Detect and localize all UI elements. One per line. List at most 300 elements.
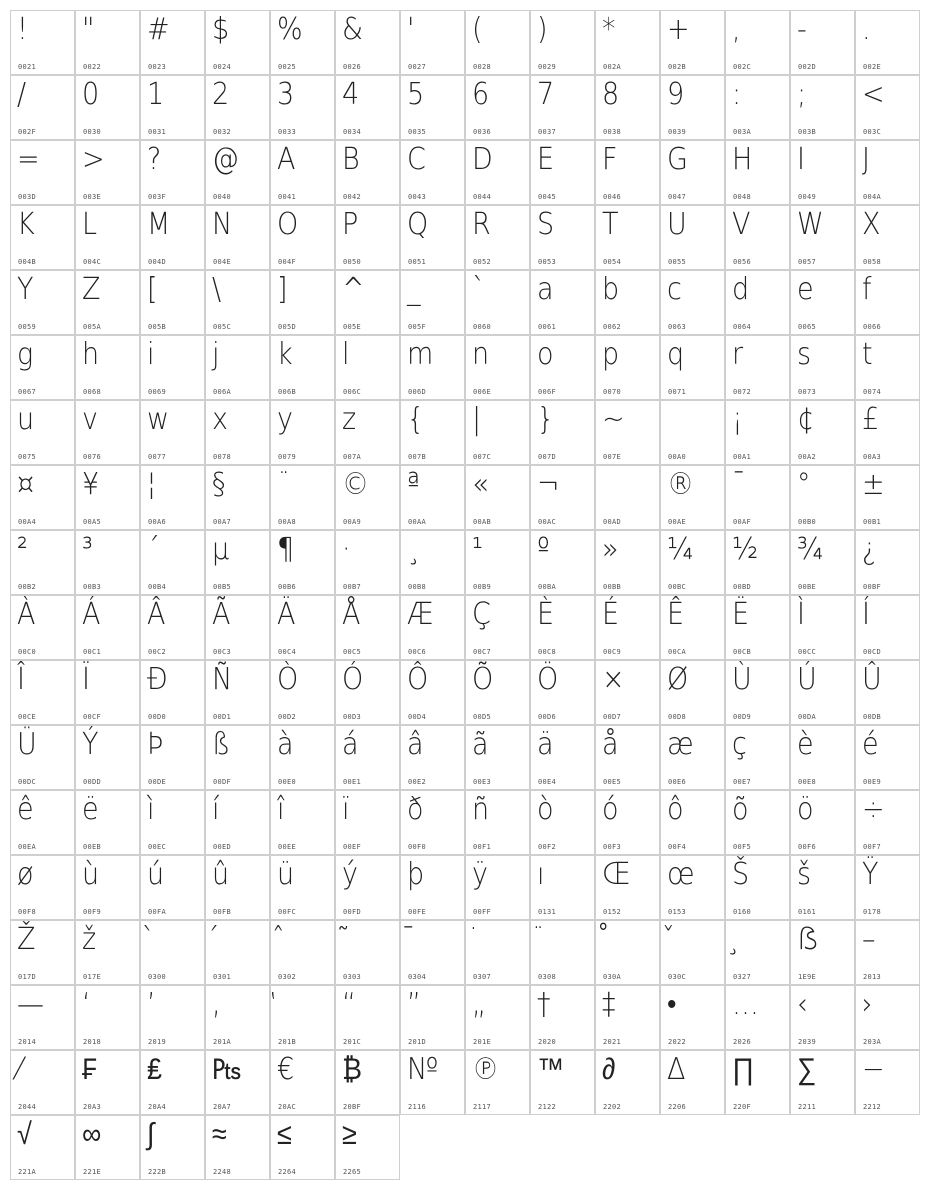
glyph-char: ¬ (537, 467, 560, 502)
glyph-char: Æ (407, 597, 434, 632)
glyph-cell (335, 1115, 400, 1180)
glyph-cell (595, 920, 660, 985)
glyph-code: 0057 (798, 258, 817, 266)
glyph-cell (10, 855, 75, 920)
glyph-code: 201B (278, 1038, 297, 1046)
glyph-cell (465, 790, 530, 855)
glyph-code: 00CC (798, 648, 817, 656)
glyph-cell (75, 985, 140, 1050)
glyph-code: 0068 (83, 388, 102, 396)
glyph-char: ¾ (797, 532, 824, 567)
glyph-char: ñ (472, 792, 490, 827)
glyph-char: – (862, 922, 876, 957)
glyph-char: ô (667, 792, 684, 827)
glyph-code: 0078 (213, 453, 232, 461)
glyph-char: 2 (212, 77, 230, 112)
glyph-char: * (602, 12, 616, 47)
glyph-code: 007C (473, 453, 492, 461)
glyph-char: ‛ (277, 987, 286, 1022)
glyph-char: þ (407, 857, 425, 892)
glyph-char: É (602, 597, 620, 632)
glyph-cell (530, 10, 595, 75)
glyph-char: º (537, 532, 550, 567)
glyph-code: 2039 (798, 1038, 817, 1046)
glyph-cell (530, 465, 595, 530)
glyph-char: Í (862, 597, 870, 632)
glyph-code: 003B (798, 128, 817, 136)
glyph-cell (10, 1115, 75, 1180)
glyph-char: Þ (147, 727, 164, 762)
glyph-cell (465, 335, 530, 400)
glyph-char: Ù (732, 662, 752, 697)
glyph-code: 0059 (18, 323, 37, 331)
glyph-cell (855, 855, 920, 920)
glyph-char: Š (732, 857, 750, 892)
glyph-code: 00AD (603, 518, 622, 526)
glyph-char: ! (17, 12, 28, 47)
glyph-cell (270, 985, 335, 1050)
glyph-char: P (342, 207, 359, 242)
glyph-cell (465, 205, 530, 270)
glyph-code: 00AF (733, 518, 752, 526)
glyph-code: 0308 (538, 973, 557, 981)
glyph-char: - (797, 12, 807, 47)
glyph-char: / (17, 77, 27, 112)
glyph-cell (530, 75, 595, 140)
glyph-cell (140, 75, 205, 140)
glyph-char: Ó (342, 662, 364, 697)
glyph-code: 00DC (18, 778, 37, 786)
glyph-cell (855, 725, 920, 790)
glyph-cell (75, 10, 140, 75)
glyph-char: , (732, 12, 741, 47)
glyph-code: 00F6 (798, 843, 817, 851)
glyph-char: R (472, 207, 491, 242)
glyph-code: 00E9 (863, 778, 882, 786)
glyph-char: Z (82, 272, 101, 307)
glyph-code: 00BB (603, 583, 622, 591)
glyph-cell (140, 530, 205, 595)
glyph-cell (465, 1050, 530, 1115)
glyph-cell (400, 140, 465, 205)
glyph-code: 0131 (538, 908, 557, 916)
glyph-cell (530, 1050, 595, 1115)
glyph-code: 2248 (213, 1168, 232, 1176)
glyph-char: 5 (407, 77, 425, 112)
glyph-char: Q (407, 207, 429, 242)
glyph-char: u (17, 402, 35, 437)
glyph-code: 00B5 (213, 583, 232, 591)
glyph-code: 00A6 (148, 518, 167, 526)
glyph-cell (270, 595, 335, 660)
glyph-code: 00A0 (668, 453, 687, 461)
glyph-code: 0302 (278, 973, 297, 981)
glyph-code: 00C5 (343, 648, 362, 656)
glyph-code: 2117 (473, 1103, 492, 1111)
glyph-code: 0030 (83, 128, 102, 136)
glyph-char: ẞ (797, 922, 818, 957)
glyph-code: 00CD (863, 648, 882, 656)
glyph-code: 00DE (148, 778, 167, 786)
glyph-char: ± (862, 467, 885, 502)
glyph-code: 00FA (148, 908, 167, 916)
glyph-code: 00D5 (473, 713, 492, 721)
glyph-cell (855, 205, 920, 270)
glyph-cell (140, 335, 205, 400)
glyph-cell (10, 530, 75, 595)
glyph-char: ® (667, 467, 694, 502)
glyph-code: 0307 (473, 973, 492, 981)
glyph-cell (855, 270, 920, 335)
glyph-cell (140, 985, 205, 1050)
glyph-char: = (17, 142, 40, 177)
glyph-cell (530, 985, 595, 1050)
glyph-code: 0161 (798, 908, 817, 916)
glyph-cell (10, 10, 75, 75)
glyph-cell (270, 855, 335, 920)
glyph-code: 0153 (668, 908, 687, 916)
glyph-char: ¼ (667, 532, 694, 567)
glyph-code: 006C (343, 388, 362, 396)
glyph-char: ¥ (82, 467, 100, 502)
glyph-code: 00A5 (83, 518, 102, 526)
glyph-code: 0178 (863, 908, 882, 916)
glyph-code: 0023 (148, 63, 167, 71)
glyph-char: v (82, 402, 98, 437)
glyph-code: 007D (538, 453, 557, 461)
glyph-char: ; (797, 77, 807, 112)
glyph-cell (400, 855, 465, 920)
glyph-code: 00FC (278, 908, 297, 916)
glyph-cell (595, 530, 660, 595)
glyph-cell (595, 465, 660, 530)
glyph-char: \ (212, 272, 222, 307)
glyph-cell (725, 75, 790, 140)
glyph-char: ™ (537, 1052, 564, 1087)
glyph-cell (270, 725, 335, 790)
glyph-code: 201C (343, 1038, 362, 1046)
glyph-code: 00FE (408, 908, 427, 916)
glyph-char: ’ (147, 987, 156, 1022)
glyph-code: 0022 (83, 63, 102, 71)
glyph-cell (205, 335, 270, 400)
glyph-cell (205, 400, 270, 465)
glyph-cell (855, 660, 920, 725)
glyph-char: Ë (732, 597, 750, 632)
glyph-code: 007E (603, 453, 622, 461)
glyph-code: 00C7 (473, 648, 492, 656)
glyph-char: ù (82, 857, 100, 892)
glyph-code: 0054 (603, 258, 622, 266)
glyph-cell (725, 465, 790, 530)
glyph-cell (595, 335, 660, 400)
glyph-cell (595, 400, 660, 465)
glyph-cell (205, 660, 270, 725)
glyph-cell (205, 1050, 270, 1115)
glyph-cell (75, 465, 140, 530)
glyph-cell (75, 205, 140, 270)
glyph-char: ¤ (17, 467, 35, 502)
glyph-code: 0038 (603, 128, 622, 136)
glyph-char: å (602, 727, 619, 762)
glyph-code: 0160 (733, 908, 752, 916)
glyph-code: 0060 (473, 323, 492, 331)
glyph-code: 0049 (798, 193, 817, 201)
glyph-cell (10, 725, 75, 790)
glyph-char: B (342, 142, 360, 177)
glyph-code: 0065 (798, 323, 817, 331)
glyph-cell (790, 790, 855, 855)
glyph-char: › (862, 987, 873, 1022)
glyph-cell (270, 400, 335, 465)
glyph-code: 0069 (148, 388, 167, 396)
glyph-char: … (732, 987, 759, 1022)
glyph-cell (790, 920, 855, 985)
glyph-code: 00A8 (278, 518, 297, 526)
glyph-code: 2044 (18, 1103, 37, 1111)
glyph-cell (140, 660, 205, 725)
glyph-code: 2211 (798, 1103, 817, 1111)
glyph-code: 00B4 (148, 583, 167, 591)
glyph-cell (465, 985, 530, 1050)
glyph-code: 2019 (148, 1038, 167, 1046)
glyph-cell (790, 335, 855, 400)
glyph-code: 00F3 (603, 843, 622, 851)
glyph-char: N (212, 207, 233, 242)
glyph-cell (400, 270, 465, 335)
glyph-char: T (602, 207, 619, 242)
glyph-code: 220F (733, 1103, 752, 1111)
glyph-code: 0073 (798, 388, 817, 396)
glyph-char: À (17, 597, 36, 632)
glyph-code: 2206 (668, 1103, 687, 1111)
glyph-char: ¶ (277, 532, 295, 567)
glyph-cell (595, 10, 660, 75)
glyph-code: 0056 (733, 258, 752, 266)
glyph-char: Î (17, 662, 25, 697)
glyph-code: 005C (213, 323, 232, 331)
glyph-char: q (667, 337, 685, 372)
glyph-cell (205, 1115, 270, 1180)
glyph-code: 2013 (863, 973, 882, 981)
glyph-cell (465, 10, 530, 75)
glyph-cell (660, 1050, 725, 1115)
glyph-code: 00AA (408, 518, 427, 526)
glyph-char: √ (17, 1117, 32, 1152)
glyph-cell (335, 10, 400, 75)
glyph-cell (530, 335, 595, 400)
glyph-cell (855, 335, 920, 400)
glyph-char: ¡ (732, 402, 743, 437)
glyph-char: ø (17, 857, 34, 892)
glyph-code: 0076 (83, 453, 102, 461)
glyph-code: 00E8 (798, 778, 817, 786)
glyph-char: W (797, 207, 824, 242)
glyph-char: € (277, 1052, 295, 1087)
glyph-code: 002A (603, 63, 622, 71)
glyph-char: ≈ (212, 1117, 227, 1152)
glyph-code: 00BD (733, 583, 752, 591)
glyph-cell (725, 985, 790, 1050)
glyph-cell (790, 660, 855, 725)
glyph-cell (140, 1115, 205, 1180)
glyph-cell (660, 140, 725, 205)
glyph-cell (790, 140, 855, 205)
glyph-cell (75, 75, 140, 140)
glyph-code: 0327 (733, 973, 752, 981)
glyph-char: Ö (537, 662, 559, 697)
glyph-cell (75, 1115, 140, 1180)
glyph-cell (10, 335, 75, 400)
glyph-char: ∏ (732, 1052, 755, 1087)
glyph-char: _ (407, 272, 421, 307)
glyph-code: 017E (83, 973, 102, 981)
glyph-code: 00F0 (408, 843, 427, 851)
glyph-char: ª (407, 467, 420, 502)
glyph-char: ó (602, 792, 619, 827)
glyph-code: 0029 (538, 63, 557, 71)
glyph-cell (335, 660, 400, 725)
glyph-cell (465, 855, 530, 920)
glyph-char: j (212, 337, 220, 372)
glyph-cell (660, 270, 725, 335)
glyph-code: 00CF (83, 713, 102, 721)
glyph-char: e (797, 272, 814, 307)
glyph-code: 00FB (213, 908, 232, 916)
glyph-cell (660, 985, 725, 1050)
glyph-cell (855, 920, 920, 985)
glyph-cell (205, 10, 270, 75)
glyph-code: 00C4 (278, 648, 297, 656)
glyph-char: t (862, 337, 873, 372)
glyph-cell (530, 205, 595, 270)
glyph-char: ³ (82, 532, 93, 567)
glyph-char: „ (472, 987, 486, 1022)
glyph-cell (595, 790, 660, 855)
glyph-cell (270, 10, 335, 75)
glyph-char: † (537, 987, 551, 1022)
glyph-char: 7 (537, 77, 555, 112)
glyph-char: Ñ (212, 662, 233, 697)
glyph-cell (660, 595, 725, 660)
glyph-cell (660, 660, 725, 725)
glyph-code: 005D (278, 323, 297, 331)
glyph-char: ₧ (212, 1052, 242, 1087)
glyph-code: 00D6 (538, 713, 557, 721)
glyph-cell (530, 725, 595, 790)
glyph-char: x (212, 402, 228, 437)
glyph-char: ò (537, 792, 554, 827)
glyph-cell (75, 920, 140, 985)
glyph-char: m (407, 337, 434, 372)
glyph-char: @ (212, 142, 239, 177)
glyph-char: Õ (472, 662, 494, 697)
glyph-char: à (277, 727, 294, 762)
glyph-code: 004B (18, 258, 37, 266)
glyph-cell (205, 985, 270, 1050)
glyph-code: 00ED (213, 843, 232, 851)
glyph-char: ı (537, 857, 545, 892)
glyph-cell (270, 530, 335, 595)
glyph-code: 00B8 (408, 583, 427, 591)
glyph-char: ≥ (342, 1117, 357, 1152)
glyph-cell (790, 855, 855, 920)
glyph-code: 002C (733, 63, 752, 71)
glyph-cell (790, 400, 855, 465)
glyph-code: 201E (473, 1038, 492, 1046)
glyph-char: ÷ (862, 792, 885, 827)
glyph-cell (335, 75, 400, 140)
glyph-cell (10, 660, 75, 725)
glyph-char: ü (277, 857, 295, 892)
glyph-code: 0052 (473, 258, 492, 266)
glyph-cell (140, 855, 205, 920)
glyph-code: 2022 (668, 1038, 687, 1046)
glyph-code: 030A (603, 973, 622, 981)
glyph-char: ` (472, 272, 486, 307)
glyph-cell (595, 1050, 660, 1115)
glyph-code: 2026 (733, 1038, 752, 1046)
glyph-code: 006B (278, 388, 297, 396)
glyph-code: 221E (83, 1168, 102, 1176)
glyph-char: Ò (277, 662, 299, 697)
glyph-code: 0064 (733, 323, 752, 331)
glyph-cell (140, 790, 205, 855)
glyph-code: 00CA (668, 648, 687, 656)
glyph-char: æ (667, 727, 694, 762)
glyph-code: 00B7 (343, 583, 362, 591)
glyph-char: ¿ (862, 532, 877, 567)
glyph-char: ¹ (472, 532, 483, 567)
glyph-char: § (212, 467, 226, 502)
glyph-cell (75, 140, 140, 205)
glyph-code: 005A (83, 323, 102, 331)
glyph-char: « (472, 467, 489, 502)
glyph-cell (400, 920, 465, 985)
glyph-cell (725, 1050, 790, 1115)
glyph-char: Â (147, 597, 166, 632)
glyph-char: X (862, 207, 881, 242)
glyph-char: | (472, 402, 482, 437)
glyph-char: í (212, 792, 220, 827)
glyph-cell (855, 75, 920, 140)
glyph-cell (400, 985, 465, 1050)
glyph-char: 4 (342, 77, 360, 112)
glyph-code: 0066 (863, 323, 882, 331)
glyph-cell (205, 790, 270, 855)
glyph-cell (725, 335, 790, 400)
glyph-cell (10, 595, 75, 660)
glyph-code: 0062 (603, 323, 622, 331)
glyph-char: [ (147, 272, 158, 307)
glyph-code: 00D3 (343, 713, 362, 721)
glyph-char: Ä (277, 597, 296, 632)
glyph-code: 0079 (278, 453, 297, 461)
glyph-code: 222B (148, 1168, 167, 1176)
glyph-cell (75, 335, 140, 400)
glyph-char: ú (147, 857, 165, 892)
glyph-code: 0047 (668, 193, 687, 201)
glyph-char: 0 (82, 77, 100, 112)
glyph-code: 00D8 (668, 713, 687, 721)
glyph-code: 20AC (278, 1103, 297, 1111)
glyph-char: ∆ (667, 1052, 686, 1087)
glyph-code: 00F8 (18, 908, 37, 916)
glyph-char: M (147, 207, 171, 242)
glyph-char: S (537, 207, 555, 242)
glyph-char: û (212, 857, 230, 892)
glyph-cell (595, 140, 660, 205)
